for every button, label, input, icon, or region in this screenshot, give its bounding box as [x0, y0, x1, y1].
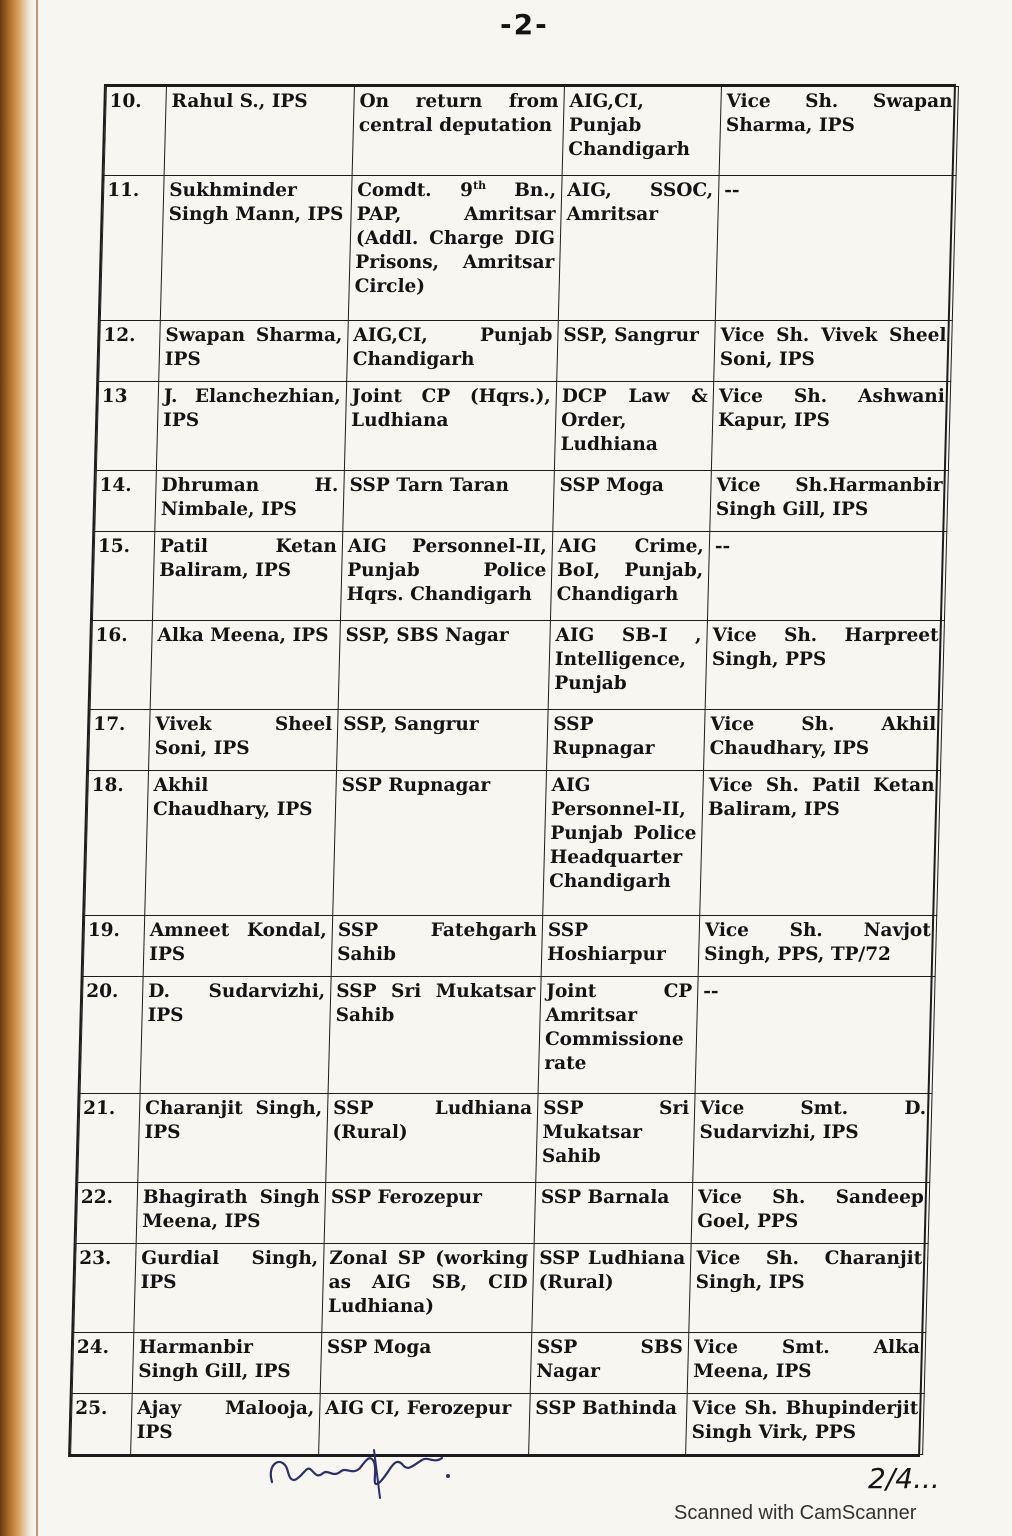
current-posting-cell: SSP Rupnagar [333, 770, 547, 915]
table-row [80, 977, 935, 1094]
vice-cell: Vice Smt. Alka Meena, IPS [687, 1333, 926, 1394]
officer-name-cell: Rahul S., IPS [164, 87, 354, 176]
table-row [76, 1183, 930, 1244]
transfer-table [70, 86, 959, 1455]
serial-number-cell: 10. [104, 87, 166, 176]
serial-number-cell: 25. [71, 1393, 133, 1454]
current-posting-cell: SSP Tarn Taran [343, 471, 555, 532]
vice-cell: Vice Sh. Sandeep Goel, PPS [691, 1183, 930, 1244]
vice-cell: Vice Sh. Swapan Sharma, IPS [719, 87, 958, 176]
serial-number-cell: 13 [96, 382, 158, 471]
serial-number-cell: 15. [92, 532, 154, 621]
table-row [104, 87, 958, 176]
handwritten-signature [262, 1442, 462, 1502]
serial-number-cell: 23. [74, 1244, 136, 1333]
officer-name-cell: Ajay Malooja, IPS [131, 1393, 321, 1454]
officer-name-cell: J. Elanchezhian, IPS [156, 382, 346, 471]
officer-name-cell: Akhil Chaudhary, IPS [145, 770, 337, 915]
table-row [89, 710, 943, 771]
new-posting-cell: SSP Bathinda [529, 1393, 688, 1454]
transfer-table-frame [68, 84, 956, 1457]
new-posting-cell: AIG SB-I , Intelligence, Punjab [548, 621, 707, 710]
new-posting-cell: SSP Hoshiarpur [541, 916, 700, 977]
officer-name-cell: Gurdial Singh, IPS [134, 1244, 324, 1333]
scanner-watermark: Scanned with CamScanner [674, 1502, 917, 1524]
page-count: 2/4... [868, 1462, 940, 1495]
new-posting-cell: SSP Barnala [534, 1183, 693, 1244]
officer-name-cell: Alka Meena, IPS [150, 621, 340, 710]
current-posting-cell: Comdt. 9th Bn., PAP, Amritsar (Addl. Charge DIG Prisons, Amritsar Circle) [348, 176, 562, 321]
current-posting-cell: Joint CP (Hqrs.), Ludhiana [344, 382, 556, 471]
new-posting-cell: Joint CP Amritsar Commissione rate [538, 977, 698, 1094]
new-posting-cell: SSP Moga [553, 471, 712, 532]
new-posting-cell: SSP Sri Mukatsar Sahib [536, 1094, 695, 1183]
serial-number-cell: 24. [72, 1333, 134, 1394]
officer-name-cell: D. Sudarvizhi, IPS [140, 977, 331, 1094]
vice-cell: Vice Sh. Akhil Chaudhary, IPS [704, 710, 943, 771]
vice-cell: -- [715, 176, 956, 321]
new-posting-cell: DCP Law & Order, Ludhiana [554, 382, 713, 471]
new-posting-cell: SSP, Sangrur [557, 321, 716, 382]
vice-cell: -- [695, 977, 935, 1094]
vice-cell: Vice Smt. D. Sudarvizhi, IPS [693, 1094, 932, 1183]
officer-name-cell: Amneet Kondal, IPS [143, 916, 333, 977]
current-posting-cell: AIG CI, Ferozepur [319, 1393, 531, 1454]
serial-number-cell: 22. [76, 1183, 138, 1244]
new-posting-cell: SSP Ludhiana (Rural) [532, 1244, 691, 1333]
table-row [90, 621, 944, 710]
officer-name-cell: Harmanbir Singh Gill, IPS [132, 1333, 322, 1394]
vice-cell: Vice Sh. Harpreet Singh, PPS [705, 621, 944, 710]
current-posting-cell: SSP Ludhiana (Rural) [326, 1094, 538, 1183]
serial-number-cell: 21. [78, 1094, 140, 1183]
officer-name-cell: Swapan Sharma, IPS [159, 321, 349, 382]
table-row [83, 916, 937, 977]
current-posting-cell: SSP Moga [320, 1333, 532, 1394]
table-row [99, 321, 953, 382]
table-body [71, 87, 959, 1455]
serial-number-cell: 19. [83, 916, 145, 977]
serial-number-cell: 11. [100, 176, 164, 321]
vice-cell: Vice Sh.Harmanbir Singh Gill, IPS [710, 471, 949, 532]
table-row [96, 382, 950, 471]
current-posting-cell: SSP Sri Mukatsar Sahib [328, 977, 541, 1094]
vice-cell: Vice Sh. Ashwani Kapur, IPS [711, 382, 950, 471]
table-row [74, 1244, 928, 1333]
table-row [71, 1393, 925, 1454]
vice-cell: Vice Sh. Navjot Singh, PPS, TP/72 [698, 916, 937, 977]
vice-cell: Vice Sh. Bhupinderjit Singh Virk, PPS [686, 1393, 925, 1454]
new-posting-cell: AIG,CI, Punjab Chandigarh [562, 87, 721, 176]
new-posting-cell: AIG Crime, BoI, Punjab, Chandigarh [550, 532, 709, 621]
vice-cell: Vice Sh. Vivek Sheel Soni, IPS [714, 321, 953, 382]
table-row [72, 1333, 926, 1394]
serial-number-cell: 18. [85, 770, 149, 915]
serial-number-cell: 17. [89, 710, 151, 771]
serial-number-cell: 20. [80, 977, 143, 1094]
table-row [85, 770, 941, 915]
scan-left-line [36, 0, 38, 1536]
new-posting-cell: SSP Rupnagar [547, 710, 706, 771]
officer-name-cell: Charanjit Singh, IPS [138, 1094, 328, 1183]
current-posting-cell: On return from central deputation [352, 87, 564, 176]
table-row [78, 1094, 932, 1183]
officer-name-cell: Bhagirath Singh Meena, IPS [136, 1183, 326, 1244]
officer-name-cell: Dhruman H. Nimbale, IPS [155, 471, 345, 532]
vice-cell: Vice Sh. Charanjit Singh, IPS [689, 1244, 928, 1333]
serial-number-cell: 12. [99, 321, 161, 382]
table-row [95, 471, 949, 532]
page-number: -2- [500, 8, 549, 41]
current-posting-cell: SSP Fatehgarh Sahib [331, 916, 543, 977]
officer-name-cell: Vivek Sheel Soni, IPS [149, 710, 339, 771]
officer-name-cell: Sukhminder Singh Mann, IPS [160, 176, 352, 321]
current-posting-cell: SSP, SBS Nagar [338, 621, 550, 710]
current-posting-cell: Zonal SP (working as AIG SB, CID Ludhiana) [322, 1244, 534, 1333]
new-posting-cell: AIG, SSOC, Amritsar [558, 176, 719, 321]
vice-cell: Vice Sh. Patil Ketan Baliram, IPS [700, 770, 941, 915]
current-posting-cell: SSP Ferozepur [324, 1183, 536, 1244]
new-posting-cell: SSP SBS Nagar [530, 1333, 689, 1394]
current-posting-cell: AIG,CI, Punjab Chandigarh [347, 321, 559, 382]
serial-number-cell: 14. [95, 471, 157, 532]
current-posting-cell: AIG Personnel-II, Punjab Police Hqrs. Chandigarh [340, 532, 552, 621]
officer-name-cell: Patil Ketan Baliram, IPS [152, 532, 342, 621]
new-posting-cell: AIG Personnel-II, Punjab Police Headquarter Chandigarh [543, 770, 704, 915]
serial-number-cell: 16. [90, 621, 152, 710]
vice-cell: -- [707, 532, 946, 621]
scan-left-edge [0, 0, 34, 1536]
table-row [92, 532, 946, 621]
table-row [100, 176, 956, 321]
current-posting-cell: SSP, Sangrur [337, 710, 549, 771]
